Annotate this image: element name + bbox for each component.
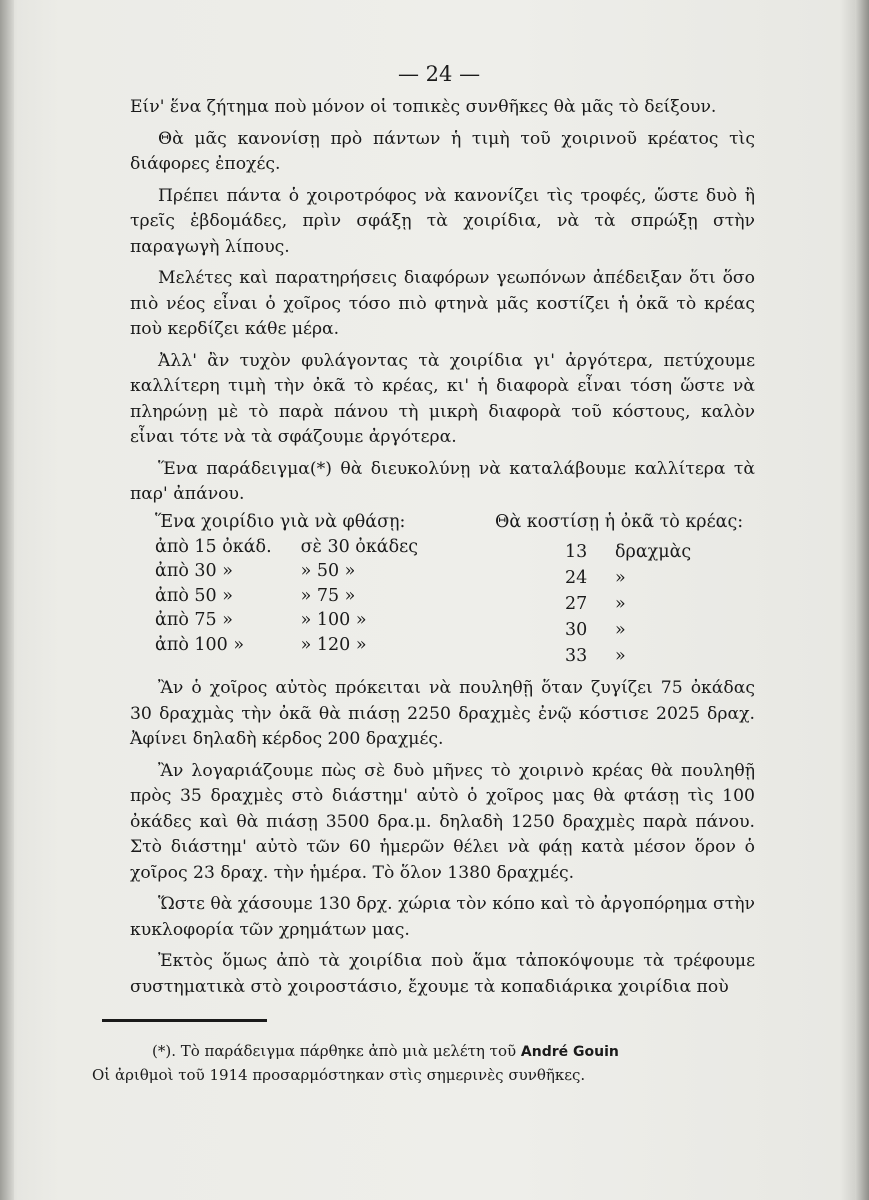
to-weight: σὲ 30 ὀκάδες	[300, 536, 419, 557]
cost-column	[495, 510, 775, 669]
cost-unit: »	[615, 593, 626, 614]
to-weight: » 50 »	[300, 561, 356, 581]
paragraph: Ἐκτὸς ὅμως ἀπὸ τὰ χοιρίδια ποὺ ἅμα τἀποκόψουμε τὰ τρέφουμε συστηματικὰ στὸ χοιροστάσιο, ἔχουμε τὰ κοπαδιάρικα χοιρίδια ποὺ	[130, 951, 755, 997]
table-row	[155, 535, 485, 560]
cost-unit: »	[615, 619, 626, 640]
paragraph: Ἀλλ' ἂν τυχὸν φυλάγοντας τὰ χοιρίδια γι' ἀργότερα, πετύχουμε καλλίτερη τιμὴ τὴν ὀκᾶ τὸ κρέας, κι' ἡ διαφορὰ εἶναι τόση ὥστε νὰ πληρώνῃ μὲ τὸ παρὰ πάνου τὴ μικρὴ διαφορὰ τοῦ κόστους, καλὸν εἶναι τότε νὰ τὰ σφάζουμε ἀργότερα.	[130, 350, 755, 447]
cost-value: 24	[565, 567, 588, 588]
footnote-author: André Gouin	[520, 1044, 619, 1060]
from-weight: ἀπὸ 100 »	[155, 634, 245, 655]
table-row	[155, 633, 485, 658]
cost-unit: »	[615, 567, 626, 588]
footnote-line	[92, 1040, 752, 1064]
paragraph: Θὰ μᾶς κανονίσῃ πρὸ πάντων ἡ τιμὴ τοῦ χοιρινοῦ κρέατος τὶς διάφορες ἐποχές.	[130, 128, 755, 174]
cost-row	[495, 591, 775, 617]
cost-row	[495, 539, 775, 565]
footnote-rule	[102, 1019, 267, 1022]
cost-value: 30	[565, 619, 588, 640]
page-binding-shadow	[0, 0, 14, 1200]
table-right-header: Θὰ κοστίσῃ ἡ ὀκᾶ τὸ κρέας:	[495, 512, 744, 532]
body-text-top	[130, 95, 755, 514]
paragraph: Ἕνα παράδειγμα(*) θὰ διευκολύνῃ νὰ καταλάβουμε καλλίτερα τὰ παρ' ἀπάνου.	[130, 458, 755, 504]
table-row	[155, 559, 485, 584]
from-weight: ἀπὸ 75 »	[155, 610, 233, 630]
footnote-prefix: (*). Τὸ παράδειγμα πάρθηκε ἀπὸ μιὰ μελέτη τοῦ	[152, 1042, 517, 1060]
page-number: — 24 —	[398, 62, 481, 86]
cost-unit: δραχμὰς	[615, 541, 692, 562]
paragraph: Είν' ἕνα ζήτημα ποὺ μόνον οἱ τοπικὲς συνθῆκες θὰ μᾶς τὸ δείξουν.	[130, 97, 717, 117]
body-text-bottom	[130, 676, 755, 1006]
paragraph: Ὥστε θὰ χάσουμε 130 δρχ. χώρια τὸν κόπο καὶ τὸ ἀργοπόρημα στὴν κυκλοφορία τῶν χρημάτων μας.	[130, 894, 755, 940]
to-weight: » 75 »	[300, 585, 356, 606]
paragraph: Ἂν λογαριάζουμε πὼς σὲ δυὸ μῆνες τὸ χοιρινὸ κρέας θὰ πουληθῇ πρὸς 35 δραχμὲς στὸ διάστημ' αὐτὸ ὁ χοῖρος μας θὰ φτάσῃ τὶς 100 ὀκάδες καὶ θὰ πιάσῃ 3500 δρα.μ. δηλαδὴ 1250 δραχμὲς παρὰ πάνου. Στὸ διάστημ' αὐτὸ τῶν 60 ἡμερῶν θέλει νὰ φάῃ κατὰ μέσον ὅρον ὁ χοῖρος 23 δραχ. τὴν ἡμέρα. Τὸ ὅλον 1380 δραχμές.	[130, 760, 755, 883]
cost-value: 13	[565, 541, 588, 562]
table-row	[155, 608, 485, 633]
table-left-header: Ἕνα χοιρίδιο γιὰ νὰ φθάσῃ:	[155, 512, 406, 532]
paragraph: Ἂν ὁ χοῖρος αὐτὸς πρόκειται νὰ πουληθῇ ὅταν ζυγίζει 75 ὀκάδας 30 δραχμὰς τὴν ὀκᾶ θὰ πιάσῃ 2250 δραχμὲς ἐνῷ κόστισε 2025 δραχ. Ἀφίνει δηλαδὴ κέρδος 200 δραχμές.	[130, 678, 755, 749]
from-weight: ἀπὸ 50 »	[155, 585, 233, 606]
cost-value: 27	[565, 593, 588, 614]
cost-row	[495, 617, 775, 643]
from-weight: ἀπὸ 15 ὀκάδ.	[155, 536, 272, 557]
cost-row	[495, 565, 775, 591]
to-weight: » 100 »	[300, 610, 367, 630]
to-weight: » 120 »	[300, 634, 367, 655]
from-weight: ἀπὸ 30 »	[155, 561, 233, 581]
table-row	[155, 584, 485, 609]
paragraph: Μελέτες καὶ παρατηρήσεις διαφόρων γεωπόνων ἀπέδειξαν ὅτι ὅσο πιὸ νέος εἶναι ὁ χοῖρος τόσο πιὸ φτηνὰ μᾶς κοστίζει ἡ ὀκᾶ τὸ κρέας ποὺ κερδίζει κάθε μέρα.	[130, 268, 755, 339]
cost-unit: »	[615, 645, 626, 666]
footnote-line: Οἱ ἀριθμοὶ τοῦ 1914 προσαρμόστηκαν στὶς σημερινὲς συνθῆκες.	[92, 1066, 586, 1084]
cost-value: 33	[565, 645, 588, 666]
cost-row	[495, 643, 775, 669]
footnote	[92, 1040, 752, 1087]
weight-column	[155, 510, 485, 657]
paragraph: Πρέπει πάντα ὁ χοιροτρόφος νὰ κανονίζει τὶς τροφές, ὥστε δυὸ ἢ τρεῖς ἑβδομάδες, πρὶν σφάξῃ τὰ χοιρίδια, νὰ τὰ σπρώξῃ στὴν παραγωγὴ λίπους.	[130, 185, 755, 257]
page-edge-shadow	[855, 0, 869, 1200]
